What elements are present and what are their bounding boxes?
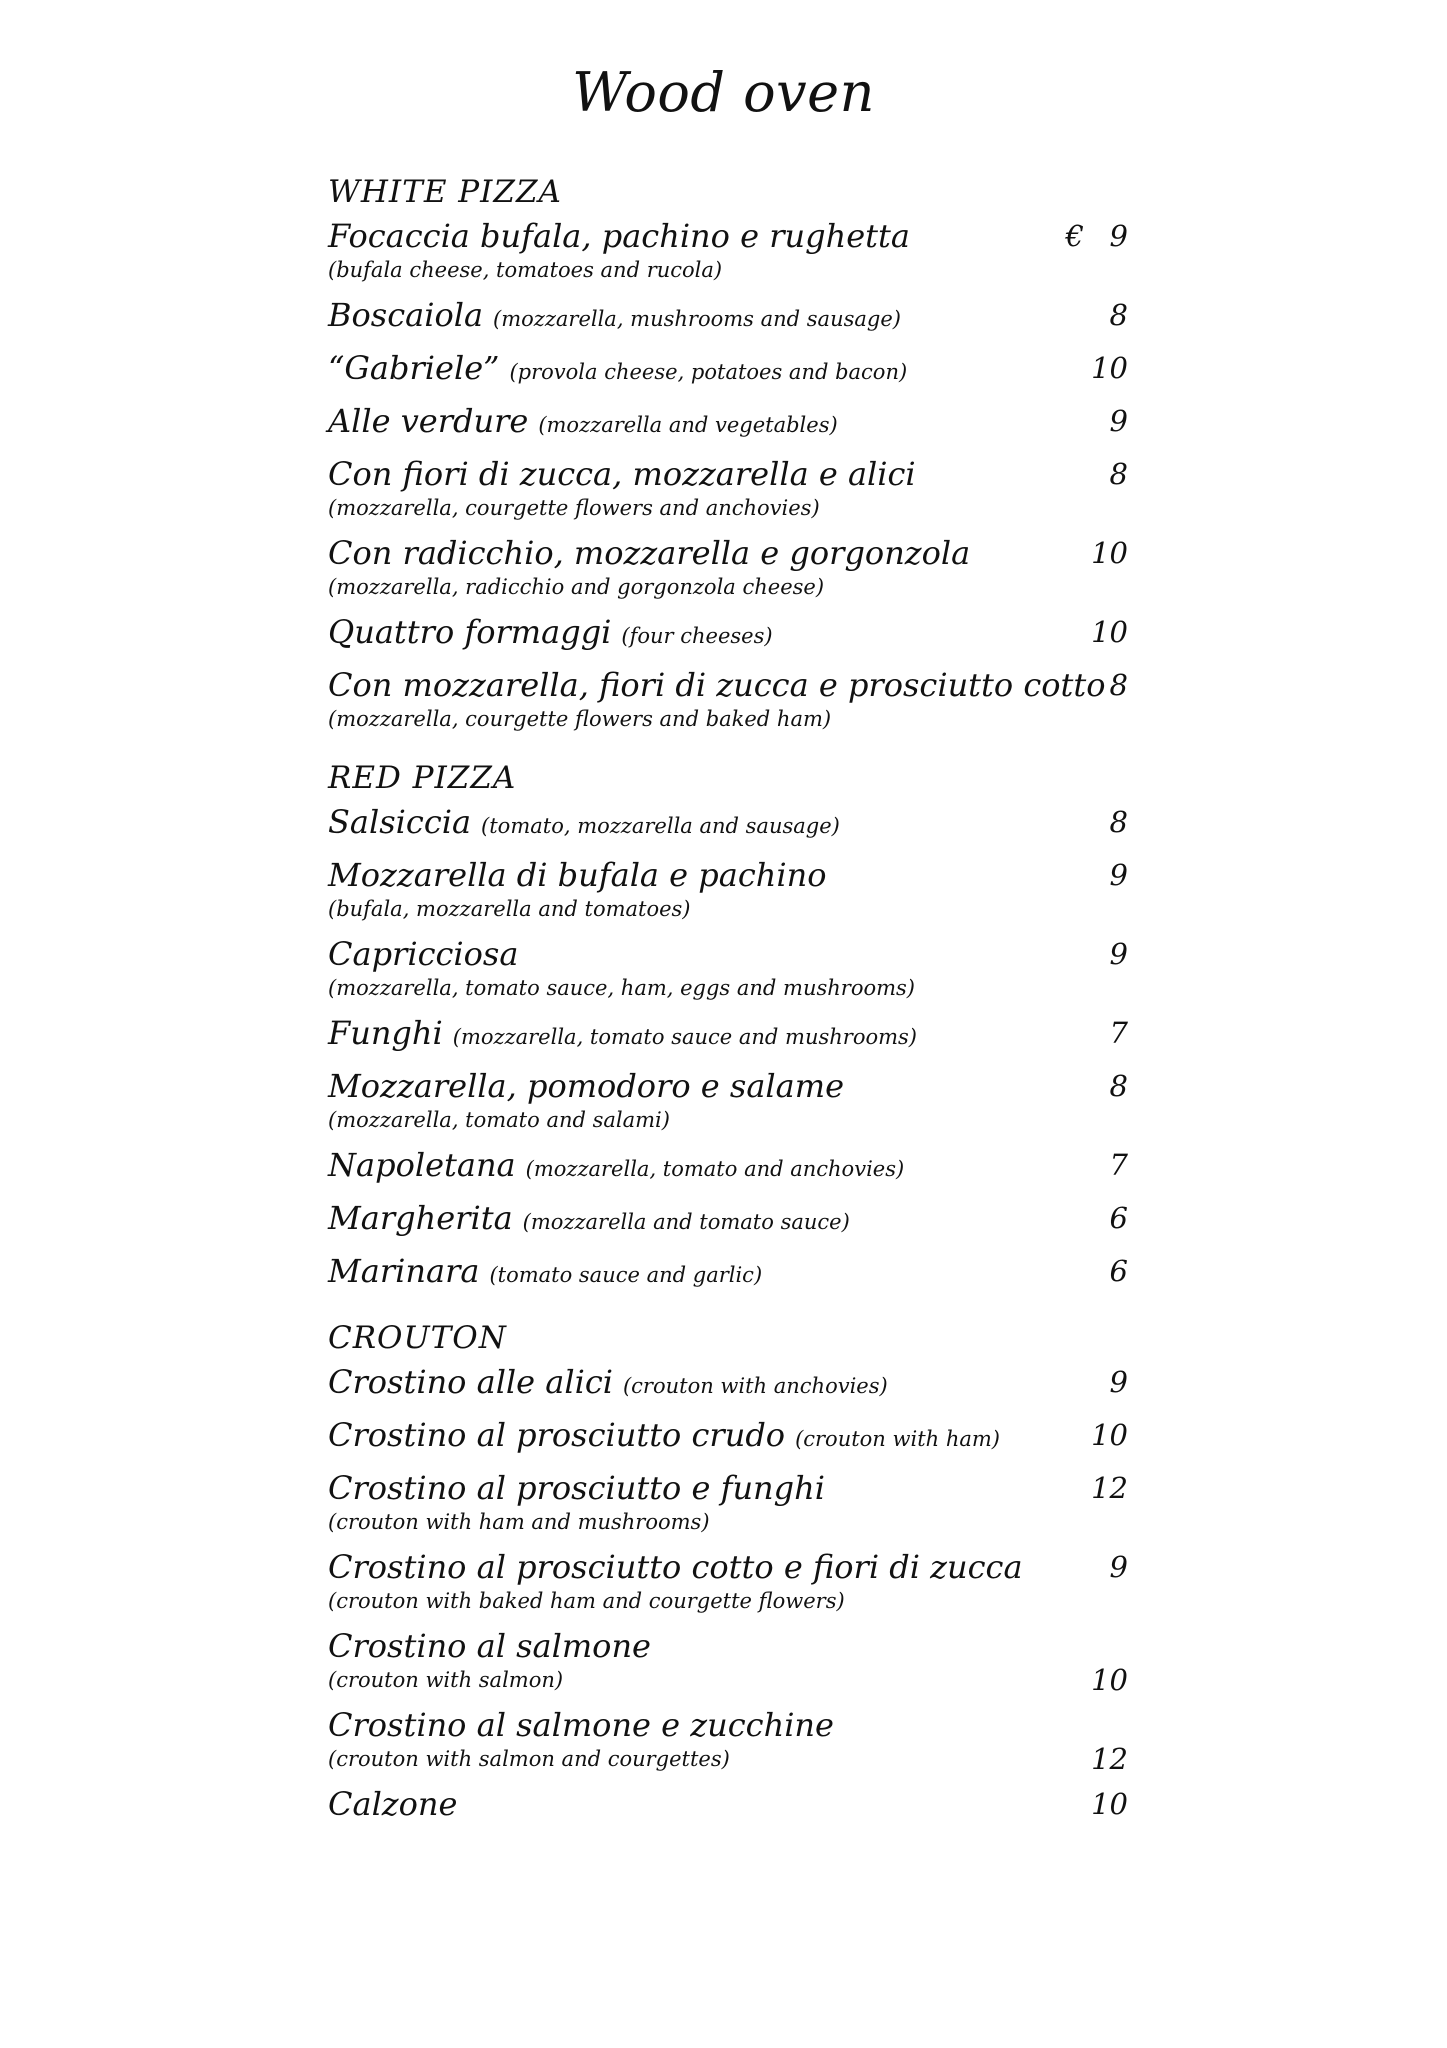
menu-item-name: “Gabriele” [328, 349, 500, 387]
menu-item-description: (mozzarella, tomato and salami) [328, 1108, 670, 1132]
menu-item-name: Marinara [328, 1252, 480, 1290]
menu-item-name: Mozzarella, pomodoro e salame [328, 1067, 844, 1105]
menu-item-description: (tomato, mozzarella and sausage) [481, 814, 840, 838]
menu-item-price: 8 [1109, 668, 1128, 702]
menu-item-name: Crostino al salmone e zucchine [328, 1706, 834, 1744]
menu-item-line [328, 614, 1048, 655]
menu-item-description: (crouton with ham) [795, 1427, 1000, 1451]
menu-item [328, 403, 1128, 444]
page-title: Wood oven [572, 61, 875, 124]
menu-item [328, 936, 1128, 1003]
menu-item [328, 1253, 1128, 1294]
menu-item-line [328, 1549, 1048, 1586]
menu-item-name: Mozzarella di bufala e pachino [328, 856, 827, 894]
menu-item [328, 1015, 1128, 1056]
menu-item [328, 1707, 1128, 1774]
section-title: RED PIZZA [328, 760, 517, 796]
menu-item [328, 857, 1128, 924]
menu-item [328, 1786, 1128, 1823]
menu-item-description: (bufala, mozzarella and tomatoes) [328, 897, 691, 921]
menu-item-price: 10 [1091, 351, 1128, 385]
menu-item-line [328, 1068, 1048, 1105]
menu-item-price: 9 [1109, 937, 1128, 971]
menu-item-name: Quattro formaggi [328, 613, 612, 651]
menu-item-name: Crostino al salmone [328, 1627, 651, 1665]
menu-item-description: (four cheeses) [621, 624, 773, 648]
menu-item-name: Con radicchio, mozzarella e gorgonzola [328, 534, 971, 572]
menu-item-name: Napoletana [328, 1146, 516, 1184]
menu-item-description: (crouton with anchovies) [622, 1374, 888, 1398]
menu-item-line [328, 403, 1048, 444]
menu-item-line [328, 857, 1048, 894]
menu-item-line [328, 666, 1106, 704]
menu-item-name: Funghi [328, 1014, 443, 1052]
menu-item-line [328, 350, 1048, 391]
menu-item-name: Focaccia bufala, pachino e rughetta [328, 217, 910, 255]
menu-item [328, 350, 1128, 391]
menu-item-price: 8 [1109, 298, 1128, 332]
menu-item-name: Con fiori di zucca, mozzarella e alici [328, 455, 916, 493]
menu-item-name: Capricciosa [328, 935, 519, 973]
menu-item-description: (crouton with salmon and courgettes) [328, 1747, 730, 1771]
section-title: CROUTON [328, 1320, 507, 1356]
menu-item-description: (crouton with salmon) [328, 1668, 564, 1692]
menu-item-line [328, 1470, 1048, 1507]
menu-item-name: Margherita [328, 1199, 513, 1237]
menu-section [328, 1318, 1128, 1823]
menu-item [328, 1417, 1128, 1458]
menu-item-description: (mozzarella, radicchio and gorgonzola cheese) [328, 575, 825, 599]
menu-item-name: Crostino alle alici [328, 1363, 613, 1401]
menu-item-line [328, 1015, 1048, 1056]
menu-item-line [328, 804, 1048, 845]
menu-item-price: 7 [1109, 1148, 1128, 1182]
menu-item [328, 667, 1128, 734]
menu-item-line [328, 1253, 1048, 1294]
menu-item-description: (crouton with ham and mushrooms) [328, 1510, 710, 1534]
menu-item [328, 456, 1128, 523]
menu-item [328, 1628, 1128, 1695]
menu-item-description: (mozzarella, tomato sauce, ham, eggs and mushrooms) [328, 976, 915, 1000]
menu-item-description: (mozzarella, tomato and anchovies) [525, 1157, 905, 1181]
menu-item-price: 8 [1109, 457, 1128, 491]
menu-item [328, 614, 1128, 655]
menu-item [328, 1200, 1128, 1241]
menu-item-price: 10 [1091, 1787, 1128, 1821]
menu-item-name: Con mozzarella, fiori di zucca e prosciutto cotto [328, 666, 1106, 704]
menu-item-line [328, 1147, 1048, 1188]
menu-item-price: 12 [1091, 1742, 1128, 1776]
menu-item [328, 1470, 1128, 1537]
section-title: WHITE PIZZA [328, 174, 562, 210]
menu-item-line [328, 535, 1048, 572]
menu-item-price: 10 [1091, 1663, 1128, 1697]
menu-item-line [328, 1628, 1048, 1665]
menu-item [328, 1068, 1128, 1135]
menu-section [328, 172, 1128, 734]
menu-item-description: (tomato sauce and garlic) [489, 1263, 763, 1287]
menu-item-description: (mozzarella, mushrooms and sausage) [493, 307, 901, 331]
menu-item-line [328, 456, 1048, 493]
menu-item-description: (provola cheese, potatoes and bacon) [509, 360, 908, 384]
menu-item [328, 297, 1128, 338]
menu-item-price: 8 [1109, 805, 1128, 839]
menu-item-name: Salsiccia [328, 803, 472, 841]
menu-item-price: 7 [1109, 1016, 1128, 1050]
menu-item-description: (mozzarella and vegetables) [538, 413, 838, 437]
menu-item-price: 9 [1109, 1550, 1128, 1584]
menu-item-price: 12 [1091, 1471, 1128, 1505]
menu-item-description: (mozzarella, courgette flowers and baked ham) [328, 707, 832, 731]
menu-item-price: 6 [1109, 1201, 1128, 1235]
menu-item-line [328, 218, 1048, 255]
menu-item-description: (mozzarella and tomato sauce) [522, 1210, 850, 1234]
menu-item-line [328, 1200, 1048, 1241]
menu-item [328, 535, 1128, 602]
menu-item-line [328, 1786, 1048, 1823]
menu-item-line [328, 1417, 1048, 1458]
menu-item-line [328, 936, 1048, 973]
menu-item-price: 9 [1109, 404, 1128, 438]
menu-item [328, 1364, 1128, 1405]
menu-item-price: 10 [1091, 615, 1128, 649]
menu-item-description: (mozzarella, tomato sauce and mushrooms) [452, 1025, 917, 1049]
menu-item-name: Calzone [328, 1785, 458, 1823]
menu-item-description: (bufala cheese, tomatoes and rucola) [328, 258, 723, 282]
menu-item-price: 10 [1091, 1418, 1128, 1452]
currency-symbol: € [1065, 219, 1084, 253]
menu-item-name: Boscaiola [328, 296, 484, 334]
menu-item-name: Crostino al prosciutto e funghi [328, 1469, 825, 1507]
menu-section [328, 758, 1128, 1294]
menu-item-line [328, 1707, 1048, 1744]
menu-item-price: 10 [1091, 536, 1128, 570]
menu-item-line [328, 297, 1048, 338]
menu-item-name: Alle verdure [328, 402, 529, 440]
menu-item-price: 9 [1109, 858, 1128, 892]
menu-content [328, 172, 1128, 1835]
menu-item-name: Crostino al prosciutto cotto e fiori di zucca [328, 1548, 1023, 1586]
menu-item [328, 804, 1128, 845]
menu-item-description: (crouton with baked ham and courgette flowers) [328, 1589, 845, 1613]
menu-item-name: Crostino al prosciutto crudo [328, 1416, 786, 1454]
menu-item [328, 1549, 1128, 1616]
menu-item-description: (mozzarella, courgette flowers and anchovies) [328, 496, 820, 520]
menu-item-line [328, 1364, 1048, 1405]
menu-item [328, 218, 1128, 285]
menu-item-price: 6 [1109, 1254, 1128, 1288]
menu-item [328, 1147, 1128, 1188]
menu-item-price: 9 [1109, 1365, 1128, 1399]
menu-item-price: 8 [1109, 1069, 1128, 1103]
menu-item-price: 9 [1109, 219, 1128, 253]
